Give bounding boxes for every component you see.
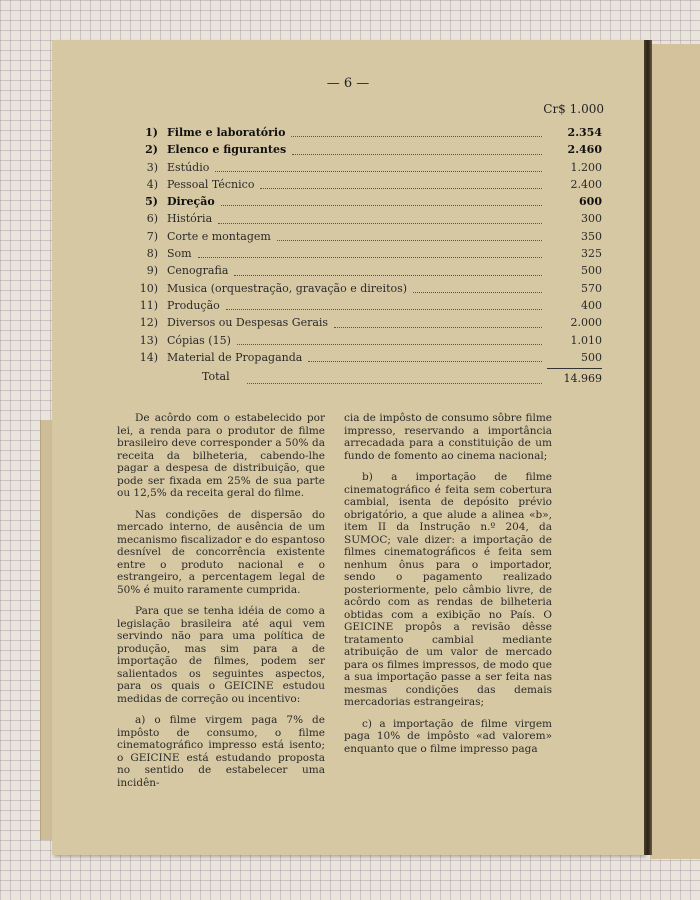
cost-row-label: Diversos ou Despesas Gerais <box>167 316 329 330</box>
cost-row-value: 570 <box>581 281 602 295</box>
cost-row-value: 325 <box>581 247 602 261</box>
dot-leader <box>247 361 542 384</box>
cost-row-number: 2) <box>145 143 158 157</box>
cost-unit-header: Cr$ 1.000 <box>543 102 604 116</box>
cost-row-number: 6) <box>146 212 158 226</box>
dot-leader <box>334 309 542 327</box>
dot-leader <box>234 257 542 275</box>
cost-table <box>132 124 602 388</box>
cost-row-label: Som <box>167 247 192 261</box>
dot-leader <box>413 275 542 293</box>
cost-row-number: 1) <box>145 126 158 139</box>
cost-row-number: 8) <box>146 247 158 261</box>
total-row <box>132 366 602 388</box>
total-value: 14.969 <box>547 368 602 389</box>
paragraph: a) o filme virgem paga 7% de impôsto de consumo, o filme cinematográfico impresso está isento; o GEICINE está estudando proposta no sentido de estabelecer uma incidên- <box>117 714 325 789</box>
cost-row-number: 4) <box>146 177 158 191</box>
paragraph: Para que se tenha idéia de como a legislação brasileira até aqui vem servindo não para uma política de produção, mas sim para a de importação de filmes, podem ser salientados os seguintes aspectos, para os quais o GEICINE estudou medidas de correção ou incentivo: <box>117 605 325 705</box>
cost-row-number: 3) <box>146 160 158 174</box>
book-spine <box>644 40 652 855</box>
cost-row-number: 11) <box>139 298 158 312</box>
cost-row-label: Pessoal Técnico <box>167 177 255 191</box>
dot-leader <box>221 188 542 206</box>
cost-row-number: 14) <box>139 350 158 364</box>
cost-row-value: 400 <box>581 298 602 312</box>
left-text-column <box>117 412 325 798</box>
cost-row-value: 500 <box>581 350 602 364</box>
cost-row-value: 2.000 <box>570 316 602 330</box>
dot-leader <box>218 205 542 223</box>
paragraph: De acôrdo com o estabelecido por lei, a renda para o produtor de filme brasileiro deve corresponder a 50% da receita da bilheteria, cabendo-lhe pagar a despesa de distribuição, que pode ser fixada em 25% de sua parte ou 12,5% da receita geral do filme. <box>117 412 325 499</box>
cost-row-label: Musica (orquestração, gravação e direitos) <box>167 281 408 295</box>
cost-row-label: Elenco e figurantes <box>167 143 287 157</box>
dot-leader <box>260 171 542 189</box>
dot-leader <box>226 292 542 310</box>
dot-leader <box>198 240 542 258</box>
page-number: — 6 — <box>326 76 370 91</box>
cost-row-value: 600 <box>579 195 602 209</box>
cost-row-number: 9) <box>146 264 158 278</box>
cost-row-value: 350 <box>581 229 602 243</box>
document-page <box>52 40 644 855</box>
cost-row-value: 300 <box>581 212 602 226</box>
dot-leader <box>277 223 542 241</box>
cost-row-number: 10) <box>139 281 158 295</box>
cost-row-number: 5) <box>145 195 158 209</box>
dot-leader <box>237 327 542 345</box>
cost-row-label: Cenografia <box>167 264 229 278</box>
cost-row-number: 7) <box>146 229 158 243</box>
dot-leader <box>291 119 542 137</box>
cost-row-value: 2.354 <box>567 126 602 139</box>
dot-leader <box>215 154 542 172</box>
cost-row-value: 1.010 <box>570 333 602 347</box>
cost-row-value: 500 <box>581 264 602 278</box>
cost-row-value: 2.460 <box>567 143 602 157</box>
cost-row-label: Material de Propaganda <box>167 350 303 364</box>
paragraph: c) a importação de filme virgem paga 10% de impôsto «ad valorem» enquanto que o filme impresso paga <box>344 717 552 755</box>
cost-row-label: Direção <box>167 195 215 209</box>
dot-leader <box>292 136 542 154</box>
dot-leader <box>308 344 542 362</box>
cost-row-label: Cópias (15) <box>167 333 231 347</box>
paragraph: Nas condições de dispersão do mercado interno, de ausência de um mecanismo fiscalizador e do espantoso desnível de concorrência existente entre o produto nacional e o estrangeiro, a percentagem legal de 50% é muito raramente cumprida. <box>117 508 325 596</box>
paragraph: cia de impôsto de consumo sôbre filme impresso, reservando a importância arrecadada para a constituição de um fundo de fomento ao cinema nacional; <box>344 412 552 462</box>
facing-page <box>650 44 700 859</box>
cost-row-label: Filme e laboratório <box>167 126 286 139</box>
cost-row-value: 1.200 <box>570 160 602 174</box>
right-text-column <box>344 412 552 764</box>
cost-row-value: 2.400 <box>570 177 602 191</box>
cost-row-label: História <box>167 212 213 226</box>
cost-row-label: Produção <box>167 298 220 312</box>
cost-row-label: Estúdio <box>167 160 210 174</box>
paragraph: b) a importação de filme cinematográfico é feita sem cobertura cambial, isenta de depósito prévio obrigatório, a que alude a alinea «b», item II da Instrução n.º 204, da SUMOC; vale dizer: a importação de filmes cinematográficos é feita sem nenhum ônus para o importador, sendo o pagamento realizado posteriormente, pelo câmbio livre, de acôrdo com as rendas de bilheteria obtidas com a exibição no País. O GEICINE propôs a revisão dêsse tratamento cambial mediante atribuição de um valor de mercado para os filmes impressos, de modo que a sua importação passe a ser feita nas mesmas condições das demais mercadorias estrangeiras; <box>344 471 552 708</box>
cost-row-label: Corte e montagem <box>167 229 271 243</box>
cost-row-number: 12) <box>139 316 158 330</box>
total-label: Total <box>202 370 230 384</box>
cost-row-number: 13) <box>139 333 158 347</box>
